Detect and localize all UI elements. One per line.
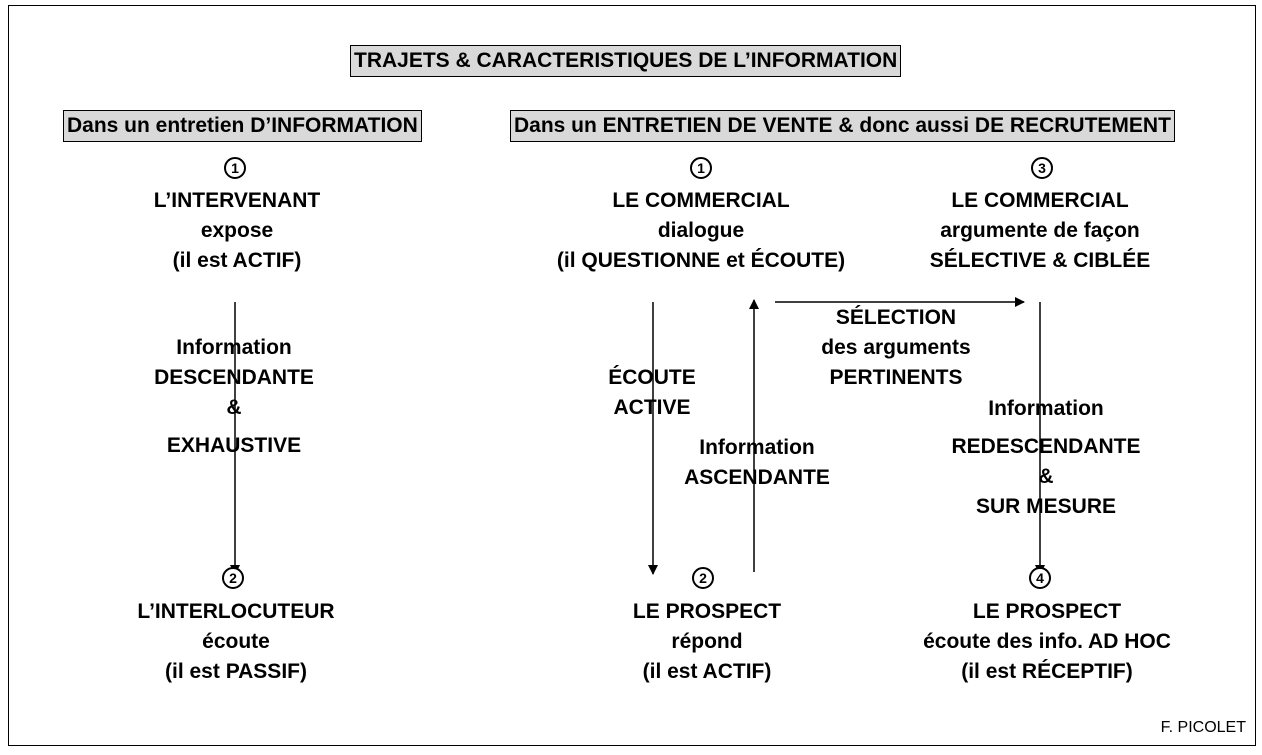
step-number-2-right: 2 (692, 567, 714, 589)
step-number-1-left: 1 (224, 157, 246, 179)
selection-arguments-label: SÉLECTION des arguments PERTINENTS (821, 306, 971, 389)
commercial-argumente-label: LE COMMERCIAL argumente de façon SÉLECTIVE & CIBLÉE (929, 189, 1151, 272)
right-section-header: Dans un ENTRETIEN DE VENTE & donc aussi DE RECRUTEMENT (510, 110, 1175, 142)
info-redescendante-label: Information REDESCENDANTE & SUR MESURE (951, 397, 1141, 518)
info-descendante-label: Information DESCENDANTE & EXHAUSTIVE (154, 336, 314, 457)
step-number-1-right: 1 (690, 157, 712, 179)
intervenant-label: L’INTERVENANT expose (il est ACTIF) (153, 189, 321, 272)
step-number-4: 4 (1029, 567, 1051, 589)
commercial-dialogue-label: LE COMMERCIAL dialogue (il QUESTIONNE et ÉCOUTE) (556, 189, 846, 272)
prospect-ecoute-label: LE PROSPECT écoute des info. AD HOC (il est RÉCEPTIF) (923, 600, 1171, 683)
interlocuteur-label: L’INTERLOCUTEUR écoute (il est PASSIF) (137, 600, 335, 683)
info-ascendante-label: Information ASCENDANTE (684, 436, 830, 489)
page-title: TRAJETS & CARACTERISTIQUES DE L’INFORMATION (350, 45, 901, 77)
prospect-repond-label: LE PROSPECT répond (il est ACTIF) (632, 600, 782, 683)
left-section-header: Dans un entretien D’INFORMATION (63, 110, 422, 142)
step-number-3: 3 (1031, 157, 1053, 179)
step-number-2-left: 2 (222, 567, 244, 589)
author-credit: F. PICOLET (1160, 719, 1246, 736)
ecoute-active-label: ÉCOUTE ACTIVE (608, 366, 696, 419)
